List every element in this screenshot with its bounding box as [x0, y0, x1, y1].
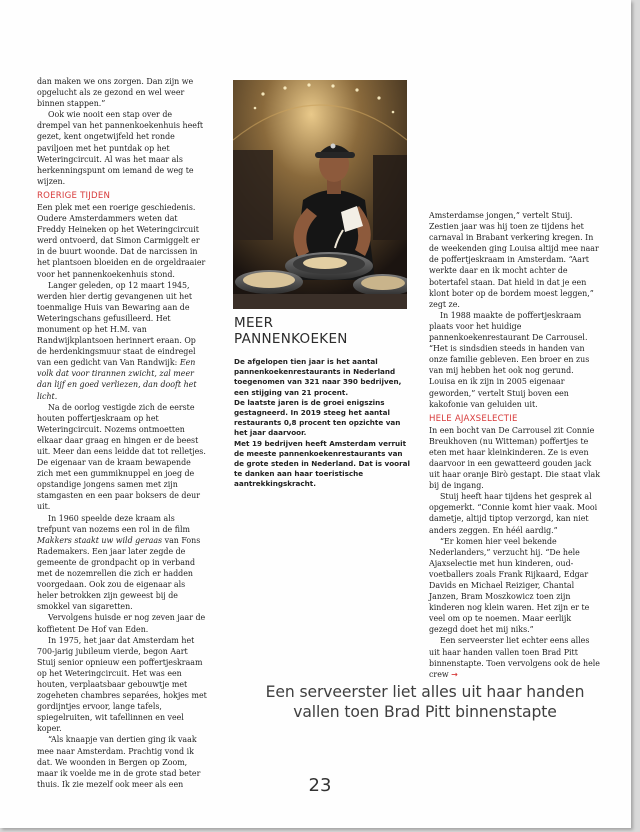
paragraph-text: Een serveerster liet echter eens alles uit haar handen vallen toen Brad Pitt binnenstapte. Toen vervolgens ook de hele crew	[429, 636, 600, 679]
paragraph: “Als knaapje van dertien ging ik vaak mee naar Amsterdam. Prachtig vond ik dat. We woonden in Bergen op Zoom, maar ik voelde me in de grote stad beter thuis. Ik zie mezelf ook meer als een	[37, 735, 201, 789]
paragraph: Een plek met een roerige geschiedenis. Oudere Amsterdammers weten dat Freddy Heineken op het Weteringcircuit werd ontvoerd, dat Simon Carmiggelt er in de buurt woonde. Dat de narcissen in het plantsoen bloeiden en de orgeldraaier voor het pannenkoekenhuis stond.	[37, 202, 206, 279]
paragraph-text: Langer geleden, op 12 maart 1945, werden hier dertig gevangenen uit het toenmalige Huis van Bewaring aan de Weteringschans gefusilleerd. Het monument op het H.M. van Randwijkplantsoen herinnert eraan. Op de herdenkingsmuur staat de eindregel van een gedicht van Van Randwijk:	[37, 280, 196, 368]
sidebar-paragraph: De afgelopen tien jaar is het aantal pannenkoekenrestaurants in Nederland toegenomen van 321 naar 390 bedrijven, een stijging van 21 procent.	[234, 357, 402, 397]
paragraph	[37, 513, 207, 613]
article-column-right	[429, 210, 601, 680]
paragraph: In 1988 maakte de poffertjeskraam plaats voor het huidige pannenkoekenrestaurant De Carrousel. “Het is sindsdien steeds in handen van onze familie gebleven. Een broer en zus van mij hebben het ook nog gerund. Louisa en ik zijn in 2005 eigenaar geworden,” vertelt Stuij boven een kakofonie van geluiden uit.	[429, 310, 590, 409]
paragraph-text: van Fons Rademakers. Een jaar later zegde de gemeente de grondpacht op in verband met de nozemrellen die zich er hadden voorgedaan. Ook zou de eigenaar als heler betrokken zijn geweest bij de smokkel van sigaretten.	[37, 535, 201, 612]
paragraph	[37, 280, 207, 402]
article-column-left	[37, 76, 207, 790]
subheading-roerige-tijden: ROERIGE TIJDEN	[37, 190, 111, 201]
film-title: Makkers staakt uw wild geraas	[37, 535, 163, 545]
paragraph: dan maken we ons zorgen. Dan zijn we opgelucht als ze gezond en wel weer binnen stappen.”	[37, 77, 194, 109]
paragraph-text: In 1960 speelde deze kraam als trefpunt van nozems een rol in de film	[37, 513, 190, 534]
pull-quote-line: Een serveerster liet alles uit haar handen	[265, 683, 585, 701]
pull-quote	[225, 682, 625, 722]
pull-quote-line: vallen toen Brad Pitt binnenstapte	[293, 703, 557, 721]
paragraph: In 1975, het jaar dat Amsterdam het 700-jarig jubileum vierde, begon Aart Stuij senior opnieuw een poffertjeskraam op het Weteringcircuit. Het was een houten, verplaatsbaar gebouwtje met zogeheten chambres separées, hokjes met gordijntjes ervoor, lange tafels, spiegelruiten, wit tafellinnen en veel koper.	[37, 635, 207, 734]
paragraph: Na de oorlog vestigde zich de eerste houten poffertjeskraam op het Weteringcircuit. Nozems ontmoetten elkaar daar graag en hingen er de beest uit. Meer dan eens leidde dat tot relletjes. De eigenaar van de kraam bewapende zich met een gummiknuppel en joeg de opstandige jongens samen met zijn stamgasten en een paar boksers de deur uit.	[37, 402, 206, 512]
chef-cooking-pancakes-photo	[233, 80, 407, 309]
subheading-hele-ajaxselectie: HELE AJAXSELECTIE	[429, 413, 518, 424]
sidebar-paragraph: De laatste jaren is de groei enigszins gestagneerd. In 2019 steeg het aantal restaurants 0,8 procent ten opzichte van het jaar daarvoor.	[234, 397, 401, 438]
paragraph: “Er komen hier veel bekende Nederlanders,” verzucht hij. “De hele Ajaxselectie met hun kinderen, oud-voetballers zoals Frank Rijkaard, Edgar Davids en Michael Reiziger, Chantal Janzen, Bram Moszkowicz toen zijn kinderen nog klein waren. Het zijn er te veel om op te noemen. Maar eerlijk gezegd doet het mij niks.”	[429, 536, 590, 635]
photo-illustration	[233, 80, 407, 309]
paragraph	[429, 635, 601, 679]
sidebar-title	[234, 315, 409, 347]
sidebar-paragraph: Met 19 bedrijven heeft Amsterdam verruit de meeste pannenkoekenrestaurants van de grote steden in Nederland. Dat is vooral te danken aan haar toeristische aantrekkingskracht.	[234, 438, 410, 489]
paragraph: Amsterdamse jongen,” vertelt Stuij. Zestien jaar was hij toen ze tijdens het carnaval in Brabant verkering kregen. In de weekenden ging Louisa altijd mee naar de poffertjeskraam in Amsterdam. “Aart werkte daar en ik mocht achter de botertafel staan. Dat hield in dat je een klont boter op de bordem moest leggen,” zegt ze.	[429, 211, 599, 309]
sidebar-title-line: MEER	[234, 315, 274, 331]
sidebar-facts	[234, 357, 410, 490]
page-number: 23	[308, 775, 332, 796]
sidebar-title-line: PANNENKOEKEN	[234, 331, 348, 347]
poem-quote: Een volk dat voor tirannen zwicht, zal meer dan lijf en goed verliezen, dan dooft het licht.	[37, 358, 197, 401]
paragraph: Ook wie nooit een stap over de drempel van het pannenkoekenhuis heeft gezet, kent ongetwijfeld het ronde paviljoen met het puntdak op het Weteringcircuit. Al was het maar als herkenningspunt om iemand de weg te wijzen.	[37, 110, 204, 186]
paragraph: In een bocht van De Carrousel zit Connie Breukhoven (nu Witteman) poffertjes te eten met haar kleinkinderen. Ze is even daarvoor in een gewatteerd gouden jack uit haar oranje Birò gestapt. Die staat vlak bij de ingang.	[429, 425, 601, 491]
paragraph: Stuij heeft haar tijdens het gesprek al opgemerkt. “Connie komt hier vaak. Mooi dametje, altijd tiptop verzorgd, kan niet anders zeggen. En héél aardig.”	[429, 492, 598, 535]
continue-arrow-icon: →	[451, 669, 458, 679]
paragraph: Vervolgens huisde er nog zeven jaar de koffietent De Hof van Eden.	[37, 613, 206, 634]
